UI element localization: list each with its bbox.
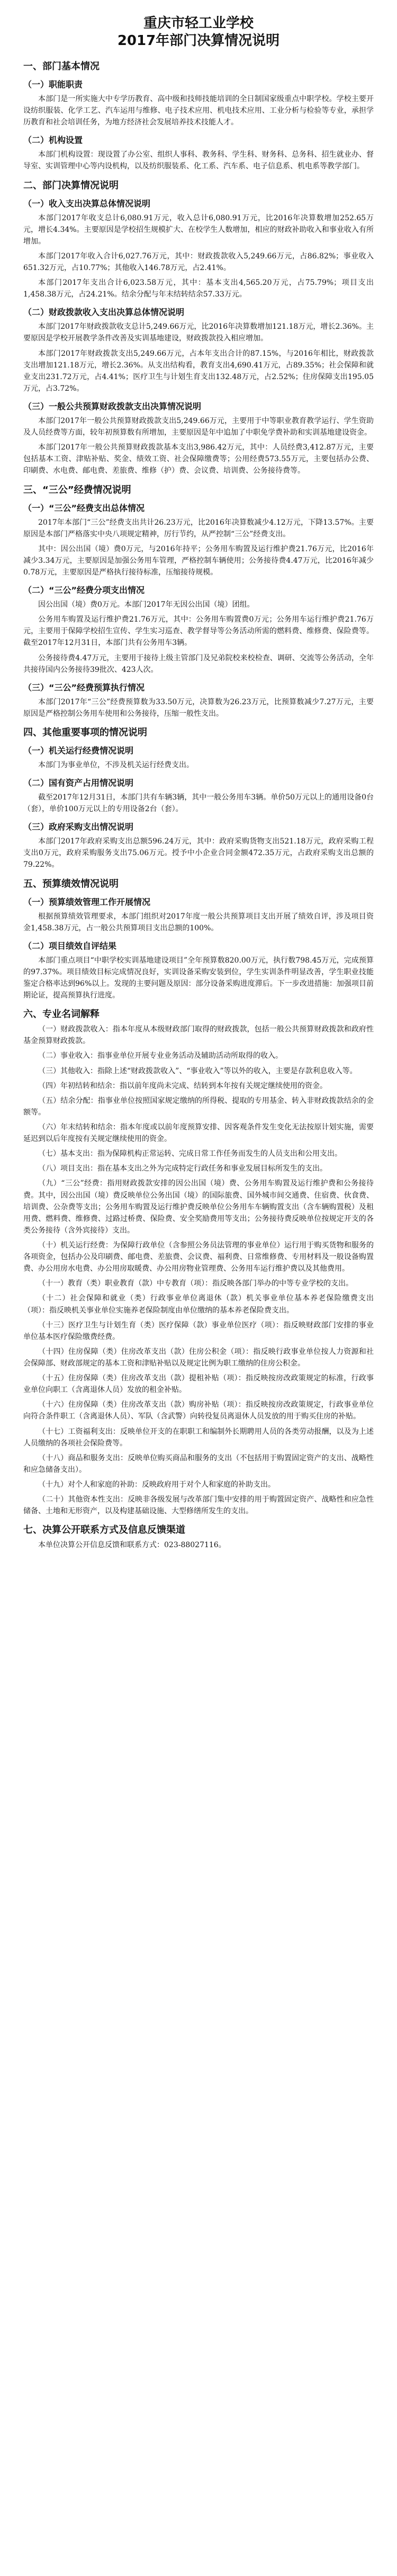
paragraph: （十一）教育（类）职业教育（款）中专教育（项）：指反映各部门举办的中等专业学校的支出。 [38, 1279, 353, 1288]
subsection-heading: （三）“三公”经费预算执行情况 [23, 682, 145, 693]
paragraph: 本单位决算公开信息反馈和联系方式：023-88027116。 [38, 1541, 226, 1550]
paragraph: 本部门2017年财政拨款收支总计5,249.66万元，比2016年决算数增加121.18万元，增长2.36%。主要原因是学校开展教学条件改善及实训基地建设，财政拨款投入相应增加。 [23, 322, 374, 343]
section-heading: 三、“三公”经费情况说明 [23, 484, 131, 496]
section-heading: 二、部门决算情况说明 [23, 179, 119, 191]
paragraph: （十九）对个人和家庭的补助：反映政府用于对个人和家庭的补助支出。 [38, 1480, 275, 1489]
paragraph: 因公出国（境）费0万元。本部门2017年无因公出国（境）团组。 [38, 600, 255, 609]
section-heading: 一、部门基本情况 [23, 61, 100, 72]
paragraph: 本部门2017年“三公”经费预算数为33.50万元，决算数为26.23万元，比预算数减少7.27万元，主要原因是严格控制公务用车使用和公务接待，压缩一般性支出。 [23, 697, 374, 718]
subsection-heading: （二）国有资产占用情况说明 [23, 778, 134, 788]
paragraph: （十五）住房保障（类）住房改革支出（款）提租补贴（项）：指反映按房改政策规定的标准，行政事业单位向职工（含离退休人员）发放的租金补贴。 [23, 1374, 374, 1395]
document-title-line1: 重庆市轻工业学校 [143, 15, 254, 31]
section-heading: 六、专业名词解释 [23, 1009, 100, 1020]
subsection-heading: （二）“三公”经费分项支出情况 [23, 585, 145, 596]
subsection-heading: （一）“三公”经费支出总体情况 [23, 502, 145, 513]
paragraph: 截至2017年12月31日，本部门共有车辆3辆，其中一般公务用车3辆。单价50万元以上的通用设备0台（套），单价100万元以上的专用设备2台（套）。 [23, 793, 374, 814]
document-title-line2: 2017年部门决算情况说明 [117, 32, 280, 49]
section-heading: 五、预算绩效情况说明 [23, 878, 119, 890]
subsection-heading: （二）财政拨款收入支出决算总体情况说明 [23, 307, 185, 318]
paragraph: 本部门2017年财政拨款支出5,249.66万元，占本年支出合计的87.15%，与2016年相比，财政拨款支出增加121.18万元，增长2.36%。从支出结构看，教育支出4,690.41万元，占89.35%；社会保障和就业支出231.72万元，占4.41%；医疗卫生与计划生育支出132.48万元，占2.52%；住房保障支出195.05万元，占3.72%。 [23, 349, 374, 393]
section-heading: 七、决算公开联系方式及信息反馈渠道 [23, 1524, 185, 1536]
paragraph: 公务用车购置及运行维护费21.76万元，其中：公务用车购置费0万元；公务用车运行维护费21.76万元，主要用于保障学校招生宣传、学生实习巡查、教学督导等公务活动所需的燃料费、维修费、保险费等。截至2017年12月31日，本部门共有公务用车3辆。 [23, 615, 374, 648]
subsection-heading: （一）职能职责 [23, 79, 83, 89]
paragraph: 本部门2017年一般公共预算财政拨款支出5,249.66万元，主要用于中等职业教育教学运行、学生资助及人员经费等方面，较年初预算数有所增加，主要原因是年中追加了中职免学费补助和实训基地建设资金。 [23, 416, 374, 437]
paragraph: （四）年初结转和结余：指以前年度尚未完成、结转到本年按有关规定继续使用的资金。 [38, 1081, 327, 1090]
paragraph: 公务接待费4.47万元，主要用于接待上级主管部门及兄弟院校来校检查、调研、交流等公务活动，全年共接待国内公务接待39批次、423人次。 [23, 653, 374, 674]
paragraph: 本部门2017年支出合计6,023.58万元，其中：基本支出4,565.20万元，占75.79%；项目支出1,458.38万元，占24.21%。结余分配与年末结转结余57.33万元。 [23, 279, 374, 299]
subsection-heading: （二）机构设置 [23, 135, 83, 146]
paragraph: （一）财政拨款收入：指本年度从本级财政部门取得的财政拨款，包括一般公共预算财政拨款和政府性基金预算财政拨款。 [23, 1025, 374, 1046]
paragraph: 本部门机构设置：现设置了办公室、组织人事科、教务科、学生科、财务科、总务科、招生就业办、督导室、实训管理中心等内设机构，以及纺织服装系、化工系、汽车系、电子信息系、机电系等教学部门。 [23, 150, 374, 171]
paragraph: （五）结余分配：指事业单位按照国家规定缴纳的所得税、提取的专用基金、转入非财政拨款结余的金额等。 [23, 1096, 374, 1117]
subsection-heading: （三）政府采购支出情况说明 [23, 822, 134, 832]
paragraph: （十八）商品和服务支出：反映单位购买商品和服务的支出（不包括用于购置固定资产的支出、战略性和应急储备支出）。 [23, 1453, 374, 1474]
paragraph: 其中：因公出国（境）费0万元，与2016年持平；公务用车购置及运行维护费21.76万元，比2016年减少3.34万元，主要原因是加强公务用车管理，严格控制车辆使用；公务接待费4.47万元，比2016年减少0.78万元，主要原因是严格执行接待标准，压缩接待规模。 [23, 544, 374, 577]
paragraph: （十六）住房保障（类）住房改革支出（款）购房补贴（项）：指反映按房改政策规定，行政事业单位向符合条件职工（含离退休人员）、军队（含武警）向转役复员离退休人员发放的用于购买住房的补贴。 [23, 1401, 374, 1421]
paragraph: （二十）其他资本性支出：反映非各级发展与改革部门集中安排的用于购置固定资产、战略性和应急性储备、土地和无形资产，以及构建基础设施、大型修缮所发生的支出。 [23, 1495, 374, 1516]
paragraph: （十）机关运行经费：为保障行政单位（含参照公务员法管理的事业单位）运行用于购买货物和服务的各项资金，包括办公及印刷费、邮电费、差旅费、会议费、福利费、日常维修费、专用材料及一般设备购置费、办公用房水电费、办公用房取暖费、办公用房物业管理费、公务用车运行维护费以及其他费用。 [23, 1241, 374, 1273]
document-title [23, 15, 374, 49]
paragraph: 本部门2017年政府采购支出总额596.24万元，其中：政府采购货物支出521.18万元，政府采购工程支出0万元，政府采购服务支出75.06万元。授予中小企业合同金额472.35万元，占政府采购支出总额的79.22%。 [23, 837, 374, 869]
paragraph: （三）其他收入：指除上述“财政拨款收入”、“事业收入”等以外的收入，主要是存款利息收入等。 [38, 1066, 357, 1075]
paragraph: （十三）医疗卫生与计划生育（类）医疗保障（款）事业单位医疗（项）：指反映财政部门安排的事业单位基本医疗保险缴费经费。 [23, 1321, 374, 1341]
paragraph: 2017年本部门“三公”经费支出共计26.23万元，比2016年决算数减少4.12万元，下降13.57%。主要原因是本部门严格落实中央八项规定精神，厉行节约，从严控制“三公”经费支出。 [23, 518, 374, 538]
paragraph: （八）项目支出：指在基本支出之外为完成特定行政任务和事业发展目标所发生的支出。 [38, 1164, 327, 1173]
paragraph: （二）事业收入：指事业单位开展专业业务活动及辅助活动所取得的收入。 [38, 1052, 283, 1061]
paragraph: 本部门2017年一般公共预算财政拨款基本支出3,986.42万元，其中：人员经费3,412.87万元，主要包括基本工资、津贴补贴、奖金、绩效工资、社会保障缴费等；公用经费573.55万元，主要包括办公费、印刷费、水电费、邮电费、差旅费、维修（护）费、会议费、培训费、公务接待费等。 [23, 443, 374, 475]
paragraph: 本部门重点项目“中职学校实训基地建设项目”全年预算数820.00万元，执行数798.45万元，完成预算的97.37%。项目绩效目标完成情况良好，实训设备采购安装到位，学生实训条件明显改善，学生职业技能鉴定合格率达到96%以上。发现的主要问题及原因：部分设备采购进度滞后。下一步改进措施：加强项目前期论证，提高预算执行进度。 [23, 956, 374, 1000]
paragraph: （十七）工资福利支出：反映单位开支的在职职工和编制外长期聘用人员的各类劳动报酬，以及为上述人员缴纳的各项社会保险费等。 [23, 1427, 374, 1448]
subsection-heading: （三）一般公共预算财政拨款支出决算情况说明 [23, 401, 202, 411]
paragraph: （九）“三公”经费：指用财政拨款安排的因公出国（境）费、公务用车购置及运行维护费和公务接待费。其中，因公出国（境）费反映单位公务出国（境）的国际旅费、国外城市间交通费、住宿费、伙食费、培训费、公杂费等支出；公务用车购置及运行维护费反映单位公务用车车辆购置支出（含车辆购置税）及租用费、燃料费、维修费、过路过桥费、保险费、安全奖励费用等支出；公务接待费反映单位按规定开支的各类公务接待（含外宾接待）支出。 [23, 1179, 374, 1235]
paragraph: 本部门为事业单位，不涉及机关运行经费支出。 [38, 760, 194, 769]
paragraph: （六）年末结转和结余：指本年度或以前年度预算安排、因客观条件发生变化无法按原计划实施，需要延迟到以后年度按有关规定继续使用的资金。 [23, 1123, 374, 1144]
document-content [23, 59, 374, 1551]
subsection-heading: （二）项目绩效自评结果 [23, 940, 117, 951]
paragraph: （七）基本支出：指为保障机构正常运转、完成日常工作任务而发生的人员支出和公用支出。 [38, 1150, 342, 1159]
paragraph: 本部门是一所实施大中专学历教育、高中级和技师技能培训的全日制国家级重点中职学校。学校主要开设纺织服装、化学工艺、汽车运用与维修、电子技术应用、机电技术应用、工业分析与检验等专业，承担学历教育和社会培训任务，为地方经济社会发展培养技术技能人才。 [23, 95, 374, 127]
subsection-heading: （一）收入支出决算总体情况说明 [23, 198, 151, 209]
paragraph: （十四）住房保障（类）住房改革支出（款）住房公积金（项）：指反映行政事业单位按人力资源和社会保障部、财政部规定的基本工资和津贴补贴以及规定比例为职工缴纳的住房公积金。 [23, 1347, 374, 1368]
subsection-heading: （一）预算绩效管理工作开展情况 [23, 896, 151, 907]
paragraph: （十二）社会保障和就业（类）行政事业单位离退休（款）机关事业单位基本养老保险缴费支出（项）：指反映机关事业单位实施养老保险制度由单位缴纳的基本养老保险费支出。 [23, 1294, 374, 1315]
paragraph: 本部门2017年收入合计6,027.76万元，其中：财政拨款收入5,249.66万元，占86.82%；事业收入651.32万元，占10.77%；其他收入146.78万元，占2.41%。 [23, 252, 374, 272]
paragraph: 本部门2017年收支总计6,080.91万元，收入总计6,080.91万元，比2016年决算数增加252.65万元，增长4.34%。主要原因是学校招生规模扩大、在校学生人数增加，相应的财政补助收入和事业收入有所增加。 [23, 213, 374, 246]
section-heading: 四、其他重要事项的情况说明 [23, 726, 147, 738]
paragraph: 根据预算绩效管理要求，本部门组织对2017年度一般公共预算项目支出开展了绩效自评，涉及项目资金1,458.38万元，占一般公共预算项目支出总额的100%。 [23, 912, 374, 932]
subsection-heading: （一）机关运行经费情况说明 [23, 745, 134, 756]
